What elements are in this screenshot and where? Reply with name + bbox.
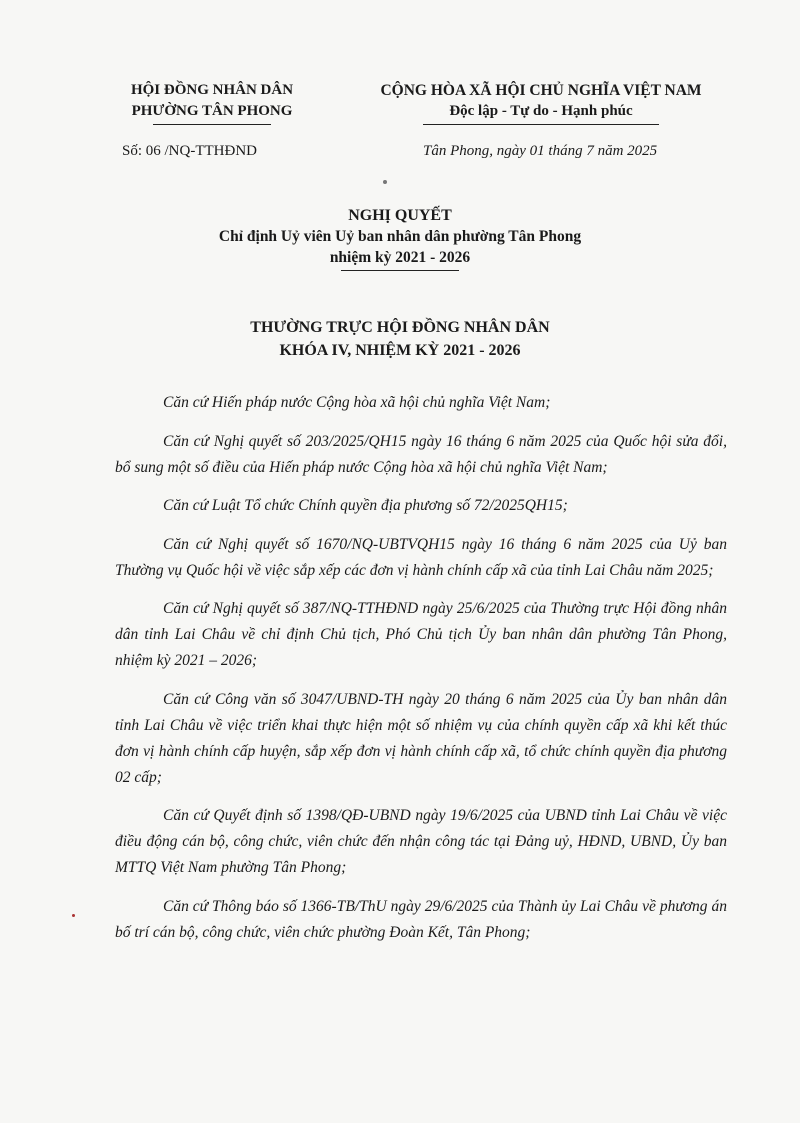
council-name: HỘI ĐỒNG NHÂN DÂN [130, 82, 294, 98]
legal-basis-paragraph: Căn cứ Thông báo số 1366-TB/ThU ngày 29/6/2025 của Thành ủy Lai Châu về phương án bố trí cán bộ, công chức, viên chức phường Đoàn Kết, Tân Phong; [115, 897, 727, 941]
legal-basis-paragraph: Căn cứ Hiến pháp nước Cộng hòa xã hội chủ nghĩa Việt Nam; [163, 394, 551, 411]
header-left-underline [153, 124, 271, 125]
place-date: Tân Phong, ngày 01 tháng 7 năm 2025 [423, 143, 658, 159]
legal-basis-paragraph: Căn cứ Nghị quyết số 203/2025/QH15 ngày 16 tháng 6 năm 2025 của Quốc hội sửa đổi, bổ sung một số điều của Hiến pháp nước Cộng hòa xã hội chủ nghĩa Việt Nam; [115, 432, 727, 476]
header-right-underline [423, 124, 659, 125]
authority-line-1: THƯỜNG TRỰC HỘI ĐỒNG NHÂN DÂN [250, 319, 550, 336]
document-subject: Chỉ định Uỷ viên Uỷ ban nhân dân phường Tân Phong [218, 228, 582, 245]
legal-basis-paragraph: Căn cứ Quyết định số 1398/QĐ-UBND ngày 19/6/2025 của UBND tỉnh Lai Châu về việc điều động cán bộ, công chức, viên chức đến nhận công tác tại Đảng uỷ, HĐND, UBND, Ủy ban MTTQ Việt Nam phường Tân Phong; [115, 807, 727, 876]
national-header [335, 80, 747, 125]
issuing-body-header [96, 80, 328, 125]
legal-basis-paragraph: Căn cứ Nghị quyết số 1670/NQ-UBTVQH15 ngày 16 tháng 6 năm 2025 của Uỷ ban Thường vụ Quốc hội về việc sắp xếp các đơn vị hành chính cấp xã của tỉnh Lai Châu năm 2025; [115, 535, 727, 579]
legal-basis-paragraph: Căn cứ Công văn số 3047/UBND-TH ngày 20 tháng 6 năm 2025 của Ủy ban nhân dân tỉnh Lai Châu về việc triển khai thực hiện một số nhiệm vụ của chính quyền cấp xã khi kết thúc đơn vị hành chính cấp huyện, sắp xếp đơn vị hành chính cấp xã, tổ chức chính quyền địa phương 02 cấp; [115, 690, 727, 786]
national-motto: Độc lập - Tự do - Hạnh phúc [449, 103, 633, 119]
document-term: nhiệm kỳ 2021 - 2026 [329, 249, 471, 266]
document-title-block [200, 205, 600, 271]
nation-name: CỘNG HÒA XÃ HỘI CHỦ NGHĨA VIỆT NAM [380, 82, 702, 99]
legal-bases [115, 390, 727, 958]
authority-line-2: KHÓA IV, NHIỆM KỲ 2021 - 2026 [279, 342, 521, 359]
legal-basis-paragraph: Căn cứ Luật Tổ chức Chính quyền địa phương số 72/2025QH15; [163, 497, 568, 514]
scan-speck [383, 180, 387, 184]
legal-basis-paragraph: Căn cứ Nghị quyết số 387/NQ-TTHĐND ngày 25/6/2025 của Thường trực Hội đồng nhân dân tỉnh Lai Châu về chỉ định Chủ tịch, Phó Chủ tịch Ủy ban nhân dân phường Tân Phong, nhiệm kỳ 2021 – 2026; [115, 600, 727, 669]
margin-mark [72, 914, 75, 917]
title-underline [341, 270, 459, 271]
document-type: NGHỊ QUYẾT [348, 207, 452, 224]
document-number: Số: 06 /NQ-TTHĐND [122, 143, 257, 159]
ward-name: PHƯỜNG TÂN PHONG [131, 103, 293, 119]
issuing-authority [170, 316, 630, 362]
